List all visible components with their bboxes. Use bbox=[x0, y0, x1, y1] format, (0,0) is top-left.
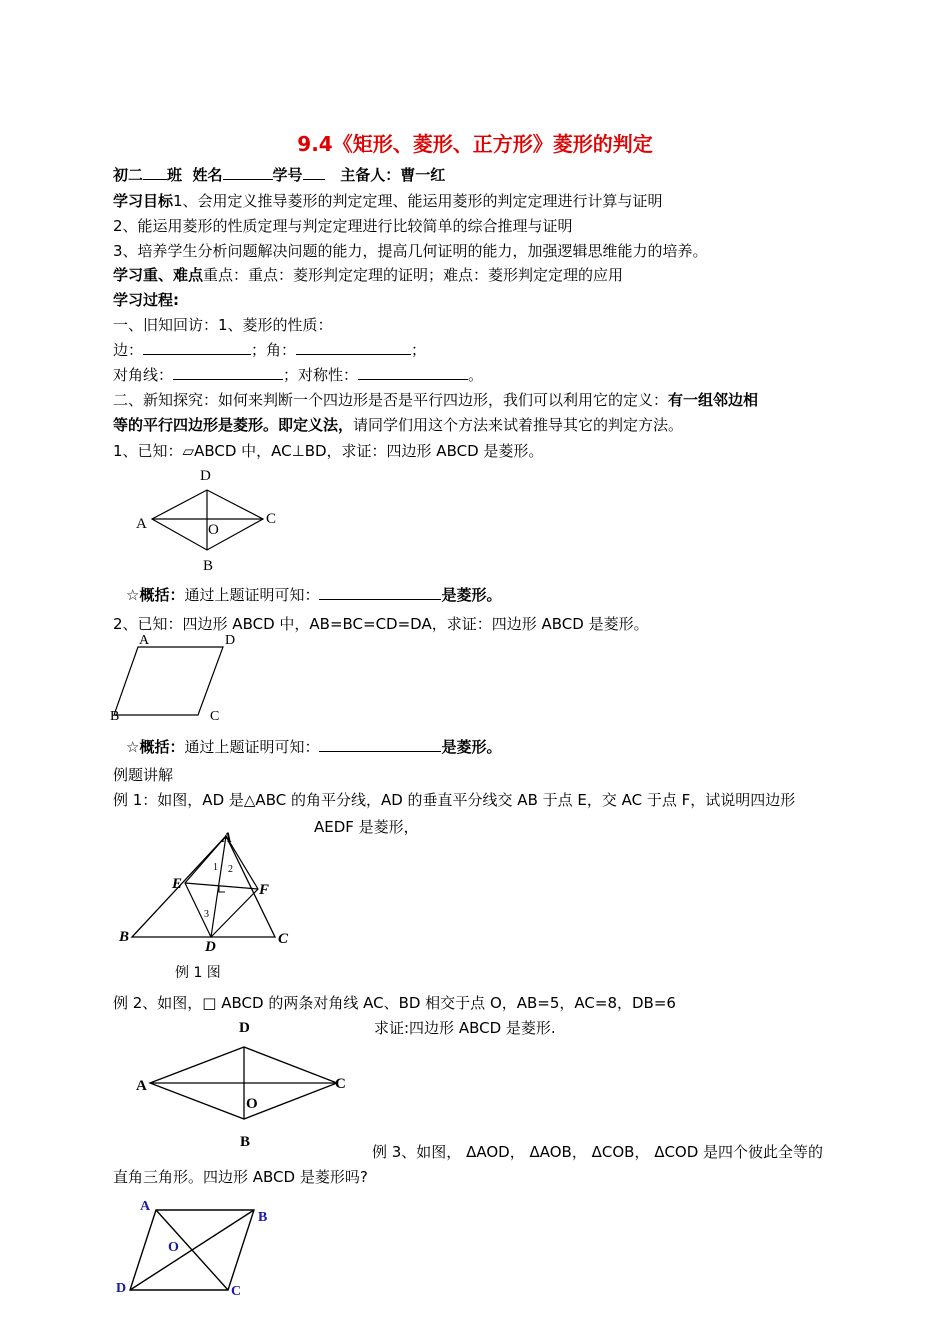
key-points: 学习重、难点重点：重点：菱形判定定理的证明；难点：菱形判定定理的应用 bbox=[113, 266, 624, 284]
angle-2: 2 bbox=[228, 864, 233, 875]
review-title: 一、旧知回访：1、菱形的性质： bbox=[113, 316, 333, 334]
example-3-text-2: 直角三角形。四边形 ABCD 是菱形吗? bbox=[113, 1168, 368, 1186]
label-O: O bbox=[246, 1096, 258, 1112]
summary-1-blank[interactable] bbox=[319, 585, 441, 600]
label-A: A bbox=[139, 633, 150, 648]
rhombus-figure-ex3 bbox=[112, 1195, 282, 1305]
label-B: B bbox=[203, 558, 214, 574]
sym-blank[interactable] bbox=[358, 365, 468, 380]
question-1: 1、已知：▱ABCD 中，AC⊥BD，求证：四边形 ABCD 是菱形。 bbox=[113, 442, 544, 460]
rhombus-figure-ex2 bbox=[130, 1015, 360, 1155]
name-blank[interactable] bbox=[223, 165, 273, 180]
angle-blank[interactable] bbox=[296, 340, 411, 355]
example-1-text: 例 1：如图，AD 是△ABC 的角平分线，AD 的垂直平分线交 AB 于点 E，交 AC 于点 F，试说明四边形 bbox=[113, 791, 796, 809]
summary-1: ☆概括：通过上题证明可知： 是菱形。 bbox=[126, 586, 502, 604]
review-line-1: 边： ；角： ； bbox=[113, 341, 427, 359]
label-B: B bbox=[240, 1134, 251, 1150]
goal-line-2: 2、能运用菱形的性质定理与判定定理进行比较简单的综合推理与证明 bbox=[113, 217, 573, 235]
label-C: C bbox=[231, 1284, 242, 1299]
examples-title: 例题讲解 bbox=[113, 766, 174, 784]
label-A: A bbox=[136, 516, 147, 532]
example-2-prove: 求证:四边形 ABCD 是菱形. bbox=[374, 1019, 556, 1037]
label-C: C bbox=[210, 709, 220, 724]
number-blank[interactable] bbox=[303, 165, 325, 180]
label-E: E bbox=[172, 876, 183, 892]
triangle-figure-ex1 bbox=[115, 822, 305, 982]
label-C: C bbox=[266, 511, 277, 527]
side-blank[interactable] bbox=[143, 340, 251, 355]
label-F: F bbox=[259, 882, 270, 898]
page-title: 9.4《矩形、菱形、正方形》菱形的判定 bbox=[297, 132, 653, 156]
example-1-text-2: AEDF 是菱形， bbox=[314, 818, 419, 836]
label-A: A bbox=[140, 1199, 151, 1214]
label-B: B bbox=[258, 1210, 268, 1225]
rhombus-figure-2 bbox=[110, 630, 250, 730]
explore-line-1: 二、新知探究：如何来判断一个四边形是否是平行四边形，我们可以利用它的定义：有一组邻边相 bbox=[113, 391, 759, 409]
goal-line-1: 学习目标1、会用定义推导菱形的判定定理、能运用菱形的判定定理进行计算与证明 bbox=[113, 192, 663, 210]
label-A: A bbox=[222, 830, 233, 846]
label-B: B bbox=[119, 929, 130, 945]
student-info-line: 初二 班 姓名 学号 主备人：曹一红 bbox=[113, 166, 446, 184]
example-3-text: 例 3、如图， ΔAOD， ΔAOB， ΔCOB， ΔCOD 是四个彼此全等的 bbox=[372, 1143, 824, 1161]
question-2: 2、已知：四边形 ABCD 中，AB=BC=CD=DA，求证：四边形 ABCD 是菱形。 bbox=[113, 615, 649, 633]
process-label: 学习过程: bbox=[113, 291, 180, 309]
star-icon: ☆ bbox=[126, 738, 140, 756]
rhombus-figure-1 bbox=[130, 462, 290, 577]
example-2-text: 例 2、如图，□ ABCD 的两条对角线 AC、BD 相交于点 O，AB=5，AC=8，DB=6 bbox=[113, 994, 676, 1012]
goal-line-3: 3、培养学生分析问题解决问题的能力，提高几何证明的能力，加强逻辑思维能力的培养。 bbox=[113, 242, 708, 260]
label-C: C bbox=[335, 1076, 346, 1092]
label-C: C bbox=[278, 931, 289, 947]
summary-2-blank[interactable] bbox=[319, 737, 441, 752]
figure-caption: 例 1 图 bbox=[175, 965, 221, 981]
label-O: O bbox=[208, 522, 219, 538]
summary-2: ☆概括：通过上题证明可知： 是菱形。 bbox=[126, 738, 502, 756]
review-line-2: 对角线： ；对称性： 。 bbox=[113, 366, 484, 384]
label-D: D bbox=[225, 633, 236, 648]
label-D: D bbox=[239, 1020, 250, 1036]
explore-line-2: 等的平行四边形是菱形。即定义法，请同学们用这个方法来试着推导其它的判定方法。 bbox=[113, 416, 684, 434]
diag-blank[interactable] bbox=[173, 365, 283, 380]
angle-3: 3 bbox=[204, 909, 209, 920]
label-A: A bbox=[136, 1078, 147, 1094]
label-D: D bbox=[200, 468, 211, 484]
class-blank[interactable] bbox=[143, 165, 167, 180]
label-D: D bbox=[205, 939, 216, 955]
star-icon: ☆ bbox=[126, 586, 140, 604]
label-B: B bbox=[110, 709, 120, 724]
angle-1: 1 bbox=[213, 862, 218, 873]
label-O: O bbox=[168, 1240, 179, 1255]
label-D: D bbox=[116, 1281, 127, 1296]
